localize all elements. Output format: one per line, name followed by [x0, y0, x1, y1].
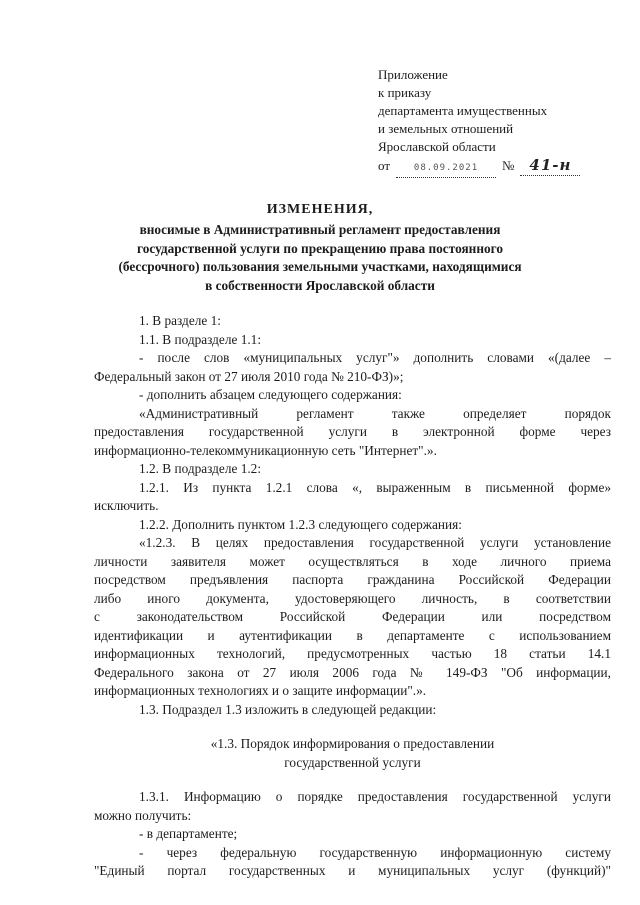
number-prefix: № — [502, 158, 515, 173]
appendix-line: к приказу — [378, 85, 432, 100]
section-heading: «1.3. Порядок информирования о предоставлении — [210, 736, 495, 751]
paragraph-line: исключить. — [94, 498, 159, 513]
appendix-line: Приложение — [378, 67, 448, 82]
paragraph-subsection-1-1: 1.1. В подразделе 1.1: — [139, 331, 262, 347]
date-prefix: от — [378, 158, 391, 173]
order-date-value: 08.09.2021 — [413, 163, 479, 173]
appendix-line: департамента имущественных — [378, 103, 548, 118]
appendix-line: и земельных отношений — [378, 121, 514, 136]
order-date-field — [396, 157, 496, 178]
order-number-value: 41-н — [529, 156, 572, 174]
paragraph-line: 1.2.2. Дополнить пунктом 1.2.3 следующего содержания: — [139, 516, 462, 532]
section-heading: государственной услуги — [284, 754, 421, 770]
paragraph-line: либо иного документа, удостоверяющего личность, в соответствии — [94, 590, 611, 606]
paragraph-line: Федерального закона от 27 июля 2006 года № 149-ФЗ "Об информации, — [94, 664, 611, 680]
paragraph-subsection-1-2: 1.2. В подразделе 1.2: — [139, 461, 262, 476]
appendix-block — [378, 66, 618, 178]
subtitle-line: государственной услуги по прекращению права постоянного — [137, 240, 503, 256]
paragraph-line: предоставления государственной услуги в электронной форме через — [94, 424, 611, 439]
paragraph-line: посредством предъявления паспорта гражданина Российской Федерации — [94, 572, 611, 587]
document-title: ИЗМЕНЕНИЯ, — [266, 202, 374, 217]
paragraph-line: информационных технологиях и о защите информации".». — [94, 683, 427, 698]
paragraph-line: - в департаменте; — [139, 826, 238, 841]
order-date-row — [378, 156, 618, 178]
paragraph-line: с законодательством Российской Федерации или посредством — [94, 609, 611, 624]
paragraph-line: «Административный регламент также определяет порядок — [139, 405, 611, 421]
subtitle-line: в собственности Ярославской области — [205, 277, 435, 293]
paragraph-section-1: 1. В разделе 1: — [139, 313, 221, 328]
paragraph-line: - дополнить абзацем следующего содержания: — [139, 387, 402, 402]
paragraph-line: «1.2.3. В целях предоставления государственной услуги установление — [139, 535, 611, 550]
paragraph-line: Федеральный закон от 27 июля 2010 года № 210-ФЗ)»; — [94, 368, 404, 384]
appendix-line: Ярославской области — [378, 139, 496, 154]
paragraph-line: 1.3.1. Информацию о порядке предоставления государственной услуги — [139, 789, 611, 804]
paragraph-line: личности заявителя может осуществляться в ходе личного приема — [94, 553, 611, 569]
document-subtitle — [100, 221, 540, 295]
paragraph-line: - после слов «муниципальных услуг"» дополнить словами «(далее – — [139, 350, 611, 365]
paragraph-subsection-1-3: 1.3. Подраздел 1.3 изложить в следующей редакции: — [139, 701, 437, 717]
paragraph-line: идентификации и аутентификации в департаменте с использованием — [94, 627, 611, 643]
subtitle-line: вносимые в Административный регламент предоставления — [139, 222, 501, 237]
document-body — [94, 312, 611, 881]
paragraph-line: информационных технологий, предусмотренных частью 18 статьи 14.1 — [94, 646, 611, 661]
paragraph-line: - через федеральную государственную информационную систему — [139, 844, 611, 860]
paragraph-line: "Единый портал государственных и муниципальных услуг (функций)" — [94, 863, 611, 878]
paragraph-line: информационно-телекоммуникационную сеть "Интернет".». — [94, 442, 437, 458]
paragraph-line: 1.2.1. Из пункта 1.2.1 слова «, выраженным в письменной форме» — [139, 479, 611, 495]
paragraph-line: можно получить: — [94, 807, 192, 823]
order-number-field — [520, 156, 580, 176]
subtitle-line: (бессрочного) пользования земельными участками, находящимися — [118, 259, 522, 274]
